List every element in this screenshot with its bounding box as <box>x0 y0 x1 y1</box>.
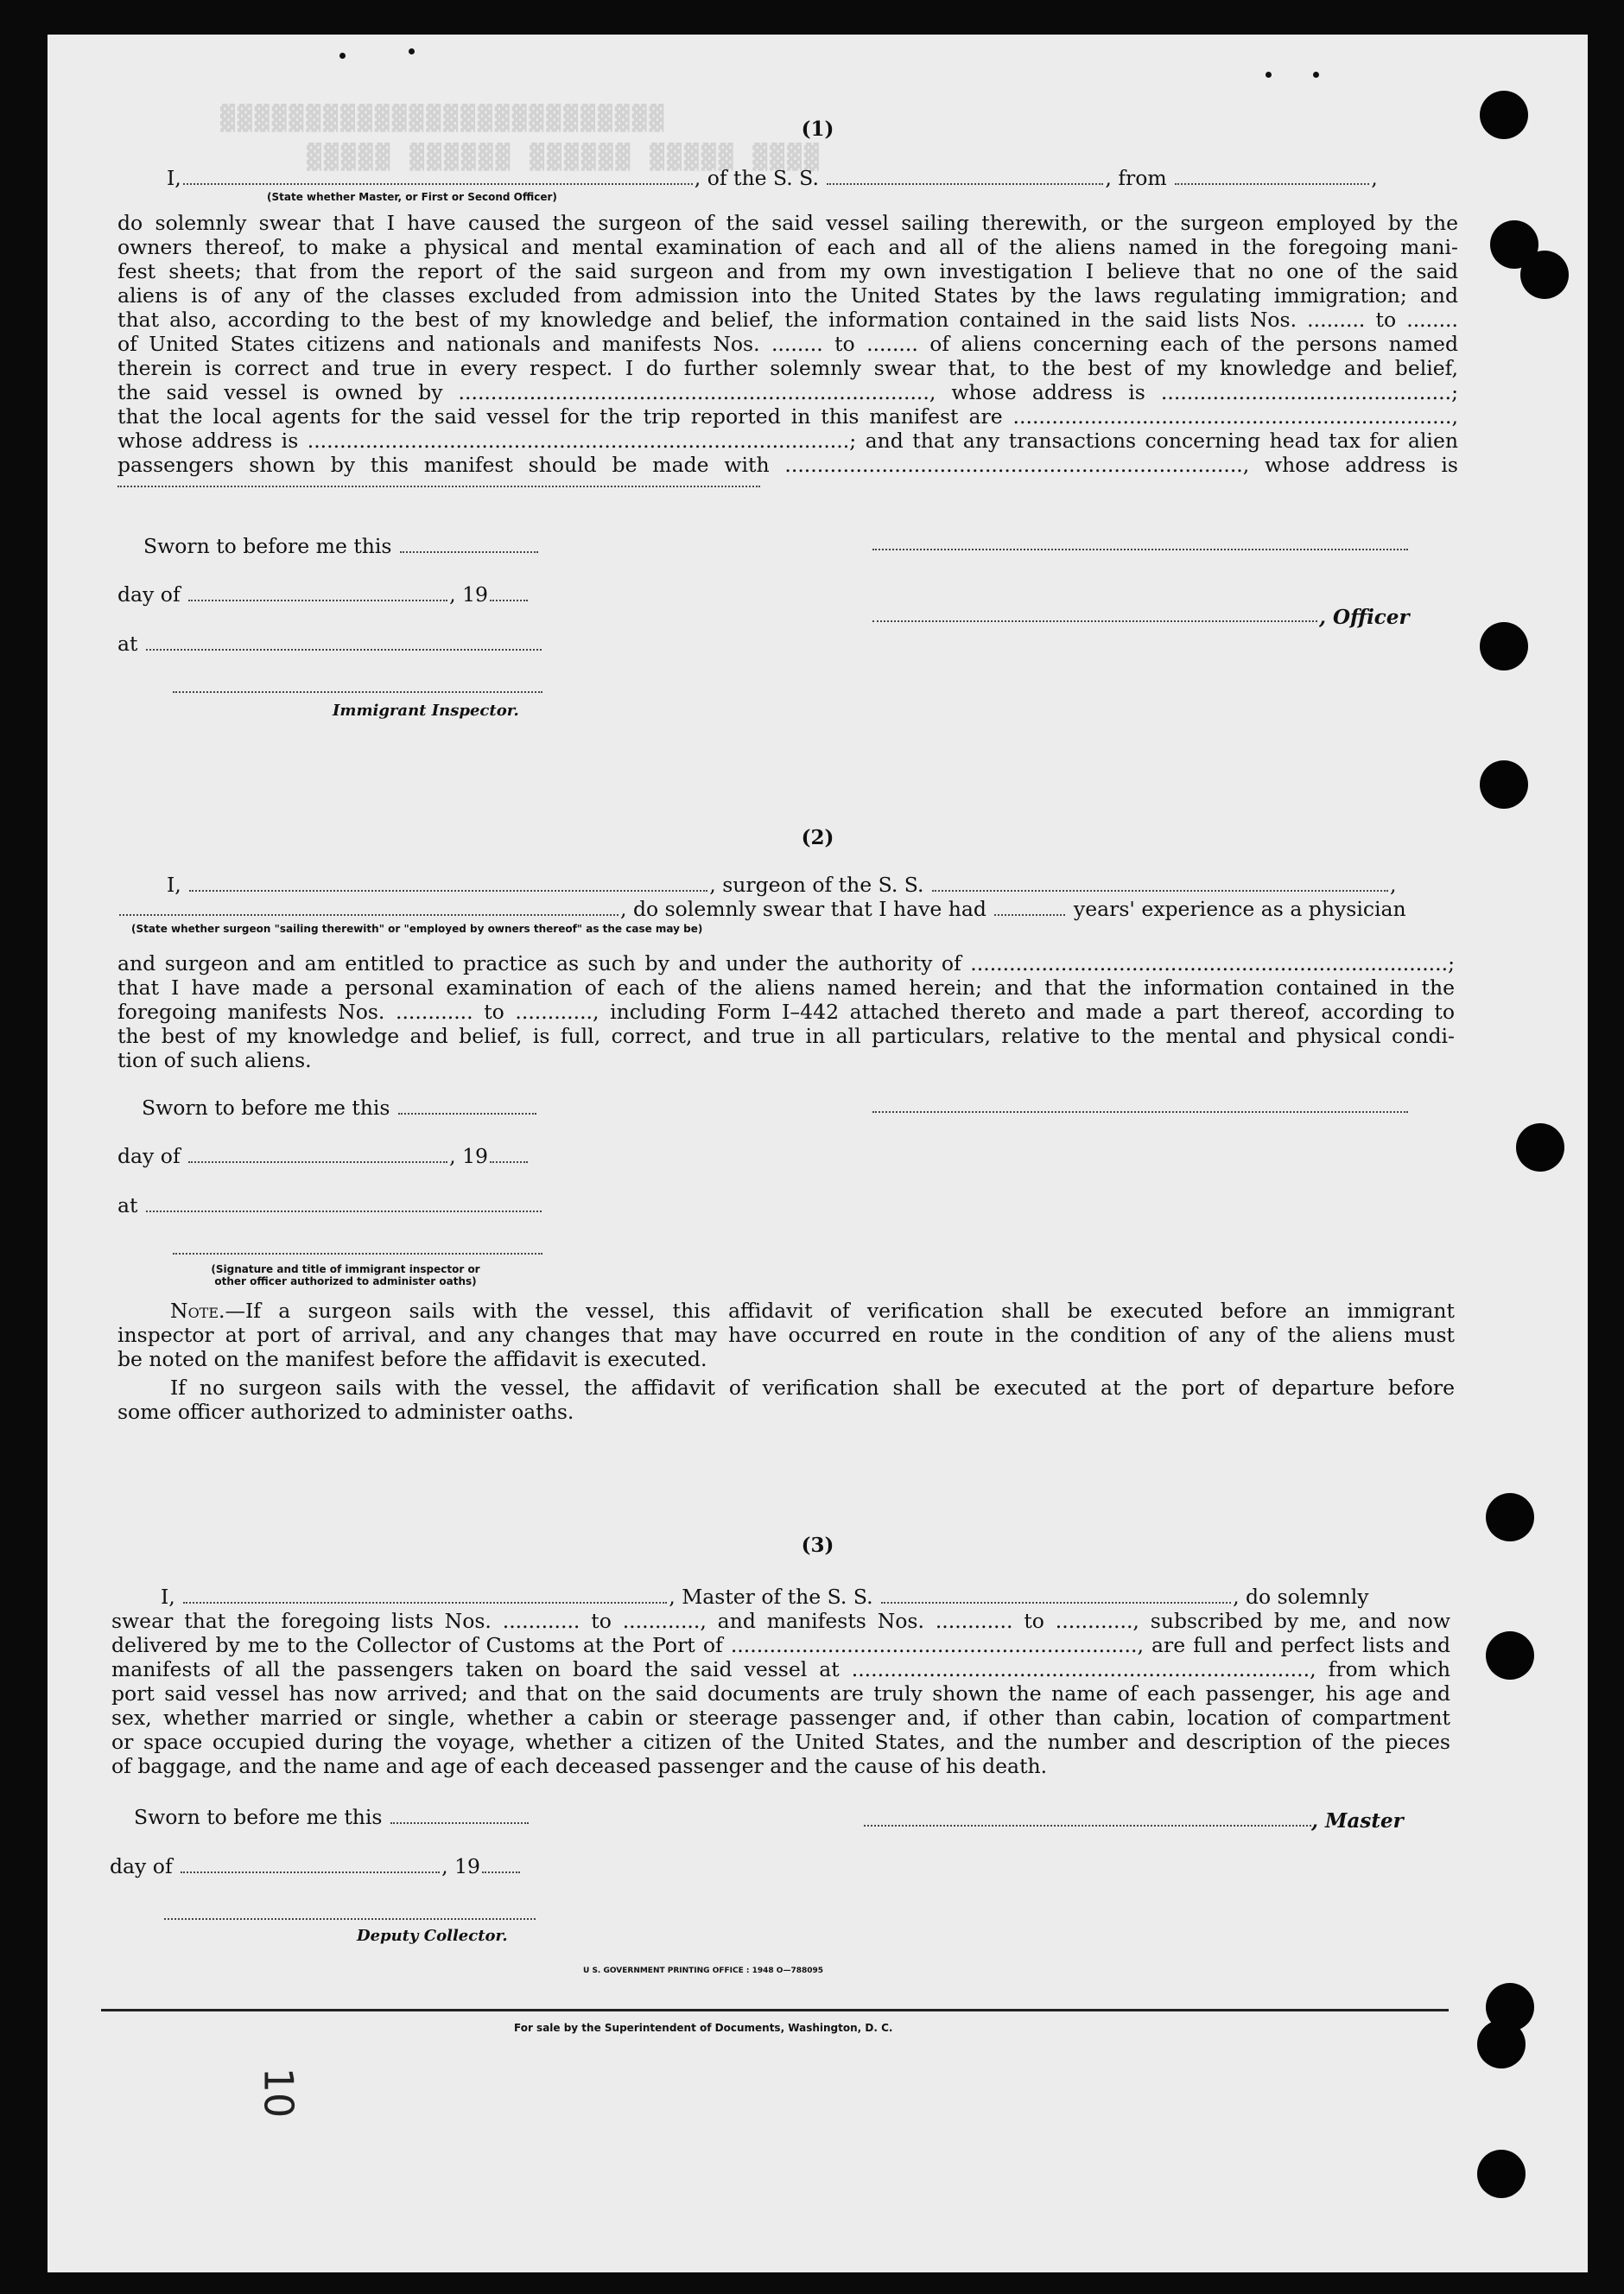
section-3-line-1: I, , Master of the S. S. , do solemnly <box>161 1585 1369 1609</box>
section-2-line-1: I, , surgeon of the S. S. , <box>167 873 1397 897</box>
sworn-date-field[interactable] <box>390 1807 529 1824</box>
inspector-label: Immigrant Inspector. <box>333 702 519 720</box>
sworn-line: Sworn to before me this <box>143 534 540 558</box>
bleed-through-text: ▓▓▓▓▓▓▓▓▓▓▓▓▓▓▓▓▓▓▓▓▓▓▓▓▓▓ <box>220 104 667 132</box>
officer-name-field[interactable] <box>183 168 693 185</box>
master-signature-line[interactable] <box>864 1825 1311 1827</box>
handwritten-mark: 10 <box>255 2067 302 2119</box>
vessel-name-field[interactable] <box>827 168 1103 185</box>
binder-hole <box>1486 1631 1534 1680</box>
surgeon-status-field[interactable] <box>119 899 619 916</box>
surgeon-name-field[interactable] <box>189 874 707 892</box>
note-paragraph-2: If no surgeon sails with the vessel, the affidavit of verification shall be executed at the port of departure before some officer authorized to administer oaths. <box>117 1376 1455 1424</box>
departure-port-field[interactable] <box>1175 168 1369 185</box>
place-field[interactable] <box>146 1195 542 1212</box>
day-month-field[interactable] <box>188 1146 447 1163</box>
binder-hole <box>1477 2020 1526 2068</box>
binder-hole <box>1480 622 1528 670</box>
surgeon-status-note: (State whether surgeon "sailing therewith" or "employed by owners thereof" as the case may be) <box>131 923 703 935</box>
binder-hole <box>1477 2150 1526 2198</box>
sworn-line: Sworn to before me this <box>142 1096 538 1120</box>
sworn-date-field[interactable] <box>400 536 538 553</box>
at-line: at <box>117 632 543 656</box>
speck <box>1313 72 1319 78</box>
speck <box>339 53 346 59</box>
speck <box>1266 72 1272 78</box>
for-sale-line: For sale by the Superintendent of Documents, Washington, D. C. <box>514 2022 893 2034</box>
surgeon-signature-line[interactable] <box>872 1111 1408 1113</box>
deputy-label: Deputy Collector. <box>357 1927 508 1945</box>
speck <box>409 48 415 54</box>
officer-rank-note: (State whether Master, or First or Second Officer) <box>267 191 557 203</box>
section-3-body: swear that the foregoing lists Nos. ............ to ............, and manifests Nos. ............ to ............, subscribed by me, and now delivered by me to the Collector of Customs at the Port of ..............................................................., are full and perfect lists and manifests of all the passengers taken on board the said vessel at ......................................................................., from which port said vessel has now arrived; and that on the said documents are truly shown the name of each passenger, his age and sex, whether married or single, whether a cabin or steerage passenger and, if other than cabin, location of compartment or space occupied during the voyage, whether a citizen of the United States, and the number and description of the pieces of baggage, and the name and age of each deceased passenger and the cause of his death. <box>111 1609 1450 1778</box>
master-vessel-field[interactable] <box>881 1586 1231 1604</box>
day-of-line: day of , 19 <box>117 1144 530 1168</box>
surgeon-vessel-field[interactable] <box>932 874 1388 892</box>
section-3-heading: (3) <box>801 1534 834 1557</box>
section-2-heading: (2) <box>801 826 834 849</box>
section-1-body: do solemnly swear that I have caused the surgeon of the said vessel sailing therewith, or the surgeon employed by the owners thereof, to make a physical and mental examination of each and all of the aliens named in the foregoing mani- fest sheets; that from the report of the said surgeon and from my own investigation I believe that no one of the said aliens is of any of the classes excluded from admission into the United States by the laws regulating immigration; and that also, according to the best of my knowledge and belief, the information contained in the said lists Nos. ......... to ........ of United States citizens and nationals and manifests Nos. ........ to ........ of aliens concerning each of the persons named therein is correct and true in every respect. I do further solemnly swear that, to the best of my knowledge and belief, the said vessel is owned by ........................................................................., whose address is .............................................; that the local agents for the said vessel for the trip reported in this manifest are ...................................................................., whose address is ....................................................................................; and that any transactions concerning head tax for alien passengers shown by this manifest should be made with ......................................................................., whose address is <box>117 211 1458 477</box>
day-month-field[interactable] <box>181 1856 440 1873</box>
form-page <box>48 35 1588 2272</box>
master-label: , Master <box>1311 1809 1404 1833</box>
year-field[interactable] <box>490 584 528 601</box>
bleed-through-text: ▓▓▓▓▓ ▓▓▓▓▓▓ ▓▓▓▓▓▓ ▓▓▓▓▓ ▓▓▓▓ <box>307 143 822 171</box>
at-line: at <box>117 1193 543 1217</box>
footer-rule <box>101 2009 1449 2011</box>
note-label: Note. <box>170 1299 225 1323</box>
binder-hole <box>1516 1123 1564 1172</box>
binder-hole <box>1480 760 1528 809</box>
section-2-body: and surgeon and am entitled to practice as such by and under the authority of ..........................................................................; that I have made a personal examination of each of the aliens named herein; and that the information contained in the foregoing manifests Nos. ............ to ............, including Form I–442 attached thereto and made a part thereof, according to the best of my knowledge and belief, is full, correct, and true in all particulars, relative to the mental and physical condi- tion of such aliens. <box>117 951 1455 1072</box>
section-1-heading: (1) <box>801 118 834 141</box>
section-1-line-1: I, , of the S. S. , from , <box>167 166 1378 190</box>
years-field[interactable] <box>994 899 1065 916</box>
sworn-line: Sworn to before me this <box>134 1805 530 1829</box>
officer-label: , Officer <box>1319 606 1410 629</box>
binder-hole <box>1520 251 1569 299</box>
place-field[interactable] <box>146 633 542 651</box>
administrator-signature-line[interactable] <box>173 1253 542 1255</box>
officer-title-line[interactable] <box>872 620 1317 622</box>
officer-signature-line[interactable] <box>872 549 1408 550</box>
day-month-field[interactable] <box>188 584 447 601</box>
section-2-line-2: , do solemnly swear that I have had years' experience as a physician <box>117 897 1406 921</box>
administrator-note: (Signature and title of immigrant inspector or other officer authorized to administer oaths) <box>211 1263 480 1287</box>
year-field[interactable] <box>490 1146 528 1163</box>
head-tax-address-field[interactable] <box>117 486 760 487</box>
deputy-signature-line[interactable] <box>164 1918 536 1920</box>
sworn-date-field[interactable] <box>398 1097 536 1115</box>
note-paragraph: Note.—If a surgeon sails with the vessel, this affidavit of verification shall be executed before an immigrant inspector at port of arrival, and any changes that may have occurred en route in the condition of any of the aliens must be noted on the manifest before the affidavit is executed. <box>117 1299 1455 1371</box>
year-field[interactable] <box>482 1856 520 1873</box>
master-name-field[interactable] <box>183 1586 667 1604</box>
day-of-line: day of , 19 <box>117 582 530 607</box>
printing-office-imprint: U S. GOVERNMENT PRINTING OFFICE : 1948 O—788095 <box>583 1967 824 1975</box>
day-of-line: day of , 19 <box>110 1854 522 1878</box>
inspector-signature-line[interactable] <box>173 691 542 693</box>
